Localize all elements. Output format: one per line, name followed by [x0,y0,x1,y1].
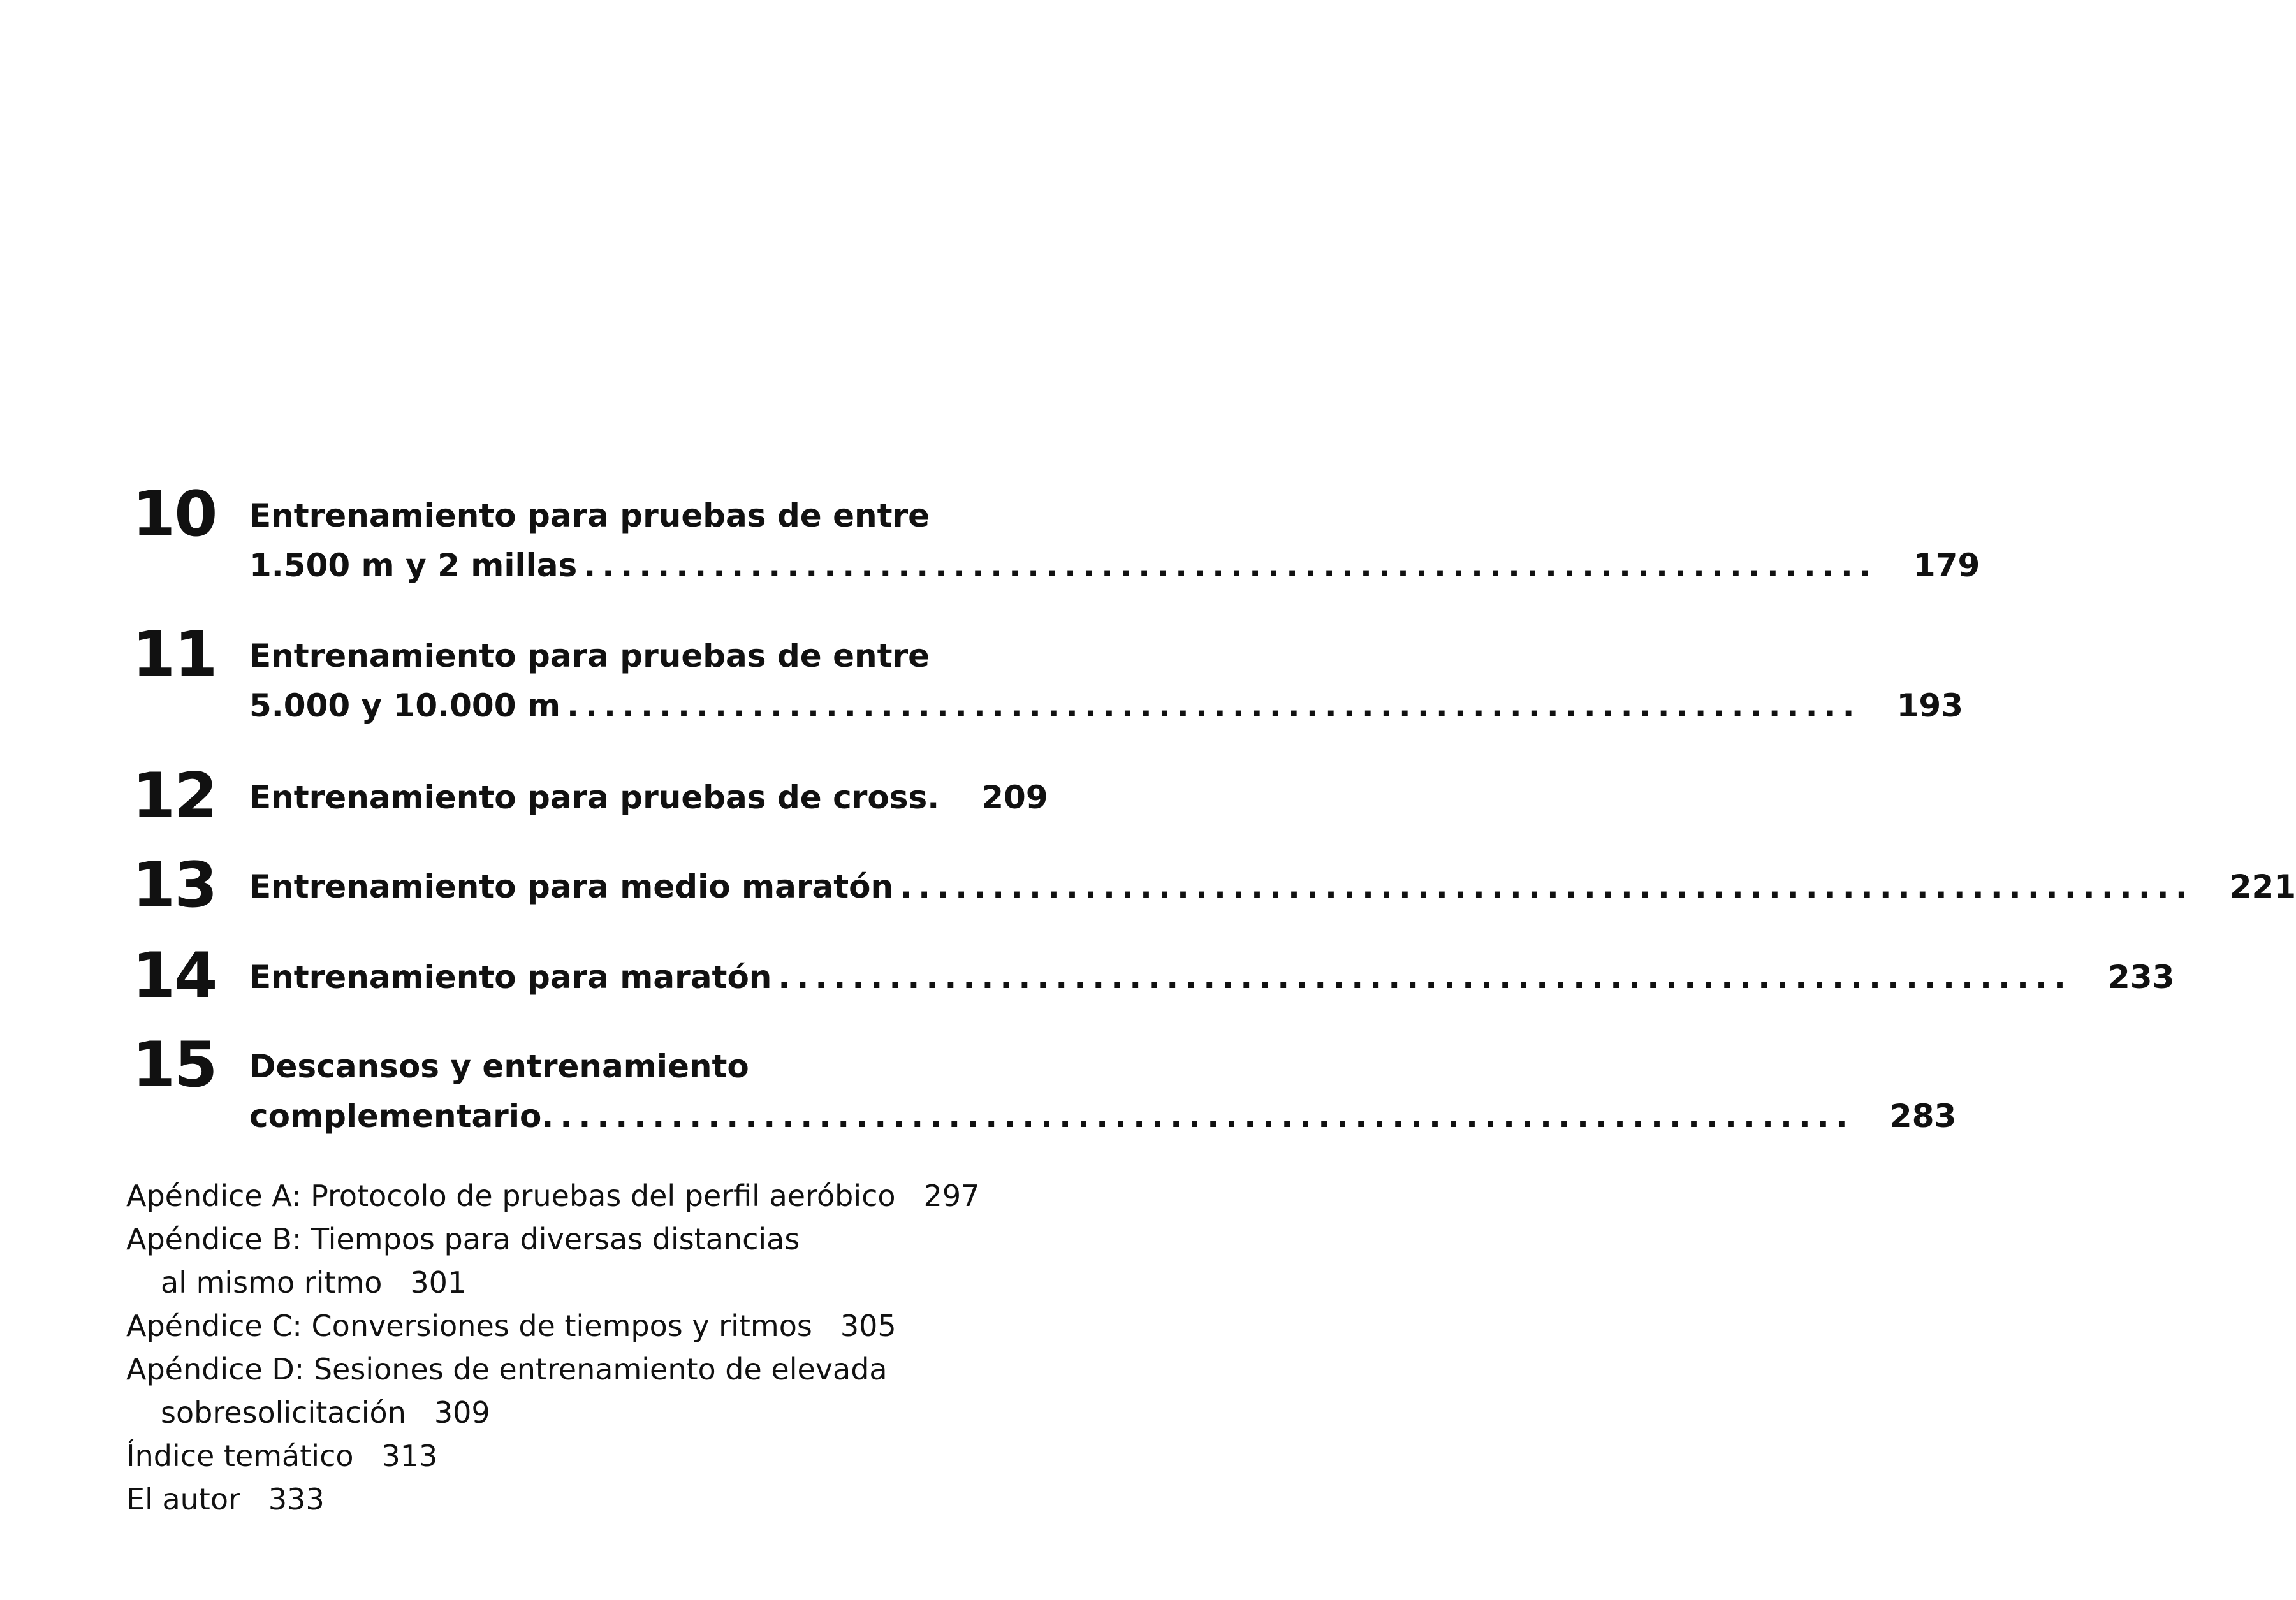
entry-title: Apéndice A: Protocolo de pruebas del perfil aeróbico [126,1179,896,1213]
page-number: 301 [410,1265,467,1300]
entry-title-continued: al mismo ritmo [161,1265,383,1300]
toc-entry-subject-index [126,1434,437,1478]
chapter-title-line [249,546,1980,585]
chapter-title: Entrenamiento para maratón [249,959,772,996]
page-number: 179 [1913,547,1980,584]
chapter-title-line [249,686,1963,725]
chapter-title-line [249,1047,1021,1086]
entry-title: Apéndice B: Tiempos para diversas distancias [126,1222,800,1256]
dot-leader: ...................................................................... [900,868,2194,905]
page-number: 309 [434,1395,490,1430]
chapter-title-line [249,957,2175,997]
chapter-title: Descansos y entrenamiento [249,1048,749,1085]
chapter-title-line [249,496,1021,535]
chapter-title: Entrenamiento para pruebas de entre [249,497,930,534]
page-number: 283 [1889,1098,1957,1135]
dot-leader: ...................................................................... [778,959,2072,996]
chapter-title: Entrenamiento para pruebas de cross. [249,779,940,816]
toc-entry-author [126,1478,325,1521]
chapter-title-line [249,636,1021,676]
entry-title: Índice temático [126,1439,354,1473]
entry-title-continued: sobresolicitación [161,1395,406,1430]
entry-title: Apéndice C: Conversiones de tiempos y ritmos [126,1309,812,1343]
chapter-number: 12 [132,760,217,833]
chapter-title-continued: complementario. [249,1098,554,1135]
toc-entry-appendix-a [126,1174,979,1218]
chapter-title: Entrenamiento para medio maratón [249,868,894,905]
chapter-title: Entrenamiento para pruebas de entre [249,637,930,674]
page-number: 221 [2229,868,2296,905]
chapter-title-line [249,867,2296,906]
page-number: 333 [268,1482,325,1516]
dot-leader: ...................................................................... [583,547,1878,584]
dot-leader: ...................................................................... [560,1098,1854,1135]
chapter-title-line [249,1096,1957,1136]
page-number: 305 [840,1309,896,1343]
toc-entry-appendix-d [126,1348,888,1391]
toc-entry-appendix-c [126,1304,896,1348]
chapter-title-continued: 5.000 y 10.000 m [249,687,561,724]
page-number: 209 [981,779,1048,816]
chapter-number: 11 [132,618,217,691]
dot-leader: ...................................................................... [567,687,1861,724]
toc-entry-appendix-b-continued [161,1261,466,1304]
toc-entry-appendix-d-continued [161,1391,490,1434]
chapter-number: 15 [132,1029,217,1102]
chapter-number: 10 [132,478,217,551]
chapter-title-continued: 1.500 m y 2 millas [249,547,578,584]
chapter-number: 13 [132,849,217,922]
page-number: 193 [1896,687,1963,724]
toc-entry-appendix-b [126,1218,800,1261]
chapter-number: 14 [132,940,217,1012]
page-number: 297 [923,1179,980,1213]
page-number: 313 [381,1439,438,1473]
page-number: 233 [2107,959,2175,996]
entry-title: El autor [126,1482,240,1516]
chapter-title-line [249,778,1048,817]
entry-title: Apéndice D: Sesiones de entrenamiento de elevada [126,1352,888,1386]
